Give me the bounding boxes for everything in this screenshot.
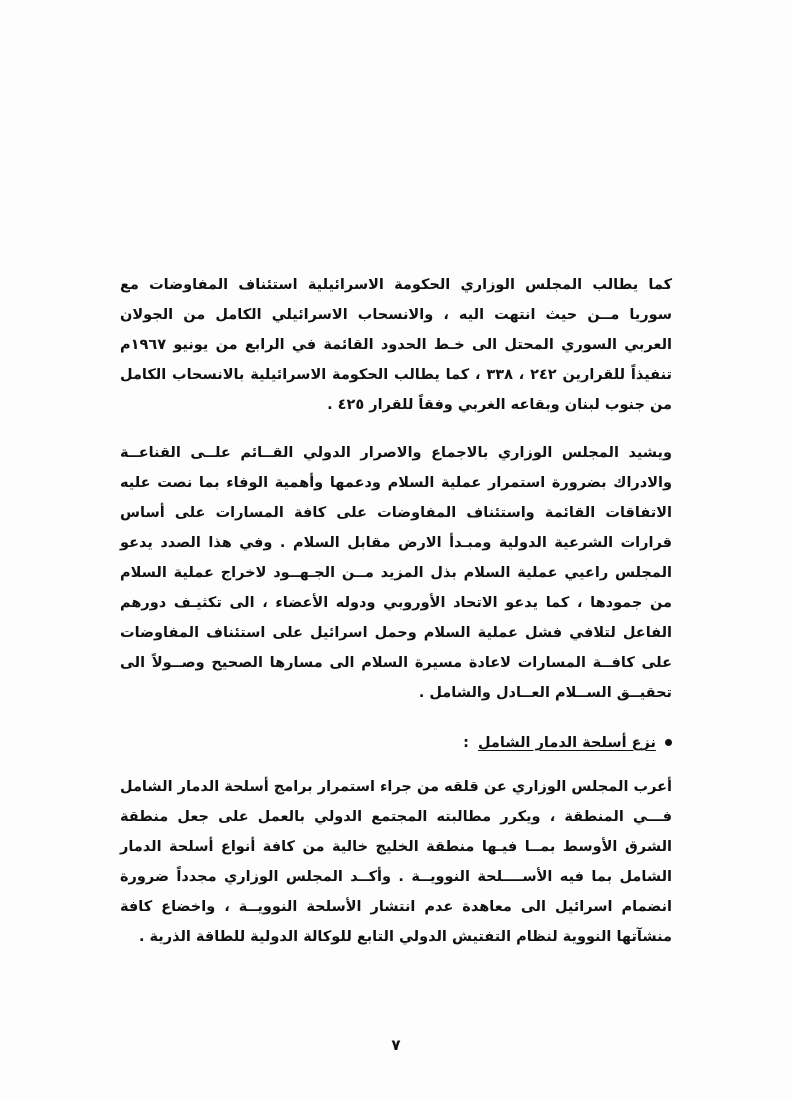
bullet-icon xyxy=(665,739,672,746)
section-heading xyxy=(120,730,672,756)
section-heading-label: نزع أسلحة الدمار الشامل xyxy=(477,735,656,751)
paragraph-2: ويشيد المجلس الوزاري بالاجماع والاصرار الدولي القــائم علــى القناعــة والادراك بضرورة استمرار عملية السلام ودعمها وأهمية الوفاء بما نصت عليه الاتفاقات القائمة واستئناف المفاوضات على كافة المسارات على أساس قرارات الشرعية الدولية ومبـدأ الارض مقابل السلام . وفي هذا الصدد يدعو المجلس راعيي عملية السلام بذل المزيد مــن الجـهــود لاخراج عملية السلام من جمودها ، كما يدعو الاتحاد الأوروبي ودوله الأعضاء ، الى تكثيـف دورهم الفاعل لتلافي فشل عملية السلام وحمل اسرائيل على استئناف المفاوضات على كافــة المسارات لاعادة مسيرة السلام الى مسارها الصحيح وصــولاً الى تحقيــق الســلام العــادل والشامل . xyxy=(120,445,672,701)
paragraph-3: أعرب المجلس الوزاري عن قلقه من جراء استمرار برامج أسلحة الدمار الشامل فـــي المنطقة ، ويكرر مطالبته المجتمع الدولي بالعمل على جعل منطقة الشرق الأوسط بمــا فيـها منطقة الخليج خالية من كافة أنواع أسلحة الدمار الشامل بما فيه الأســــلحة النوويــة . وأكــد المجلس الوزاري مجدداً ضرورة انضمام اسرائيل الى معاهدة عدم انتشار الأسلحة النوويــة ، واخضاع كافة منشآتها النووية لنظام التفتيش الدولي التابع للوكالة الدولية للطاقة الذرية . xyxy=(120,779,672,945)
paragraph-1: كما يطالب المجلس الوزاري الحكومة الاسرائيلية استئناف المفاوضات مع سوريا مــن حيث انتهت اليه ، والانسحاب الاسرائيلي الكامل من الجولان العربي السوري المحتل الى خـط الحدود القائمة في الرابع من يونيو ١٩٦٧م تنفيذاً للقرارين ٢٤٢ ، ٣٣٨ ، كما يطالب الحكومة الاسرائيلية بالانسحاب الكامل من جنوب لبنان وبقاعه الغربي وفقاً للقرار ٤٢٥ . xyxy=(120,277,672,413)
section-heading-colon: : xyxy=(463,735,469,751)
page-number: ٧ xyxy=(391,1036,401,1054)
document-body xyxy=(120,270,672,970)
